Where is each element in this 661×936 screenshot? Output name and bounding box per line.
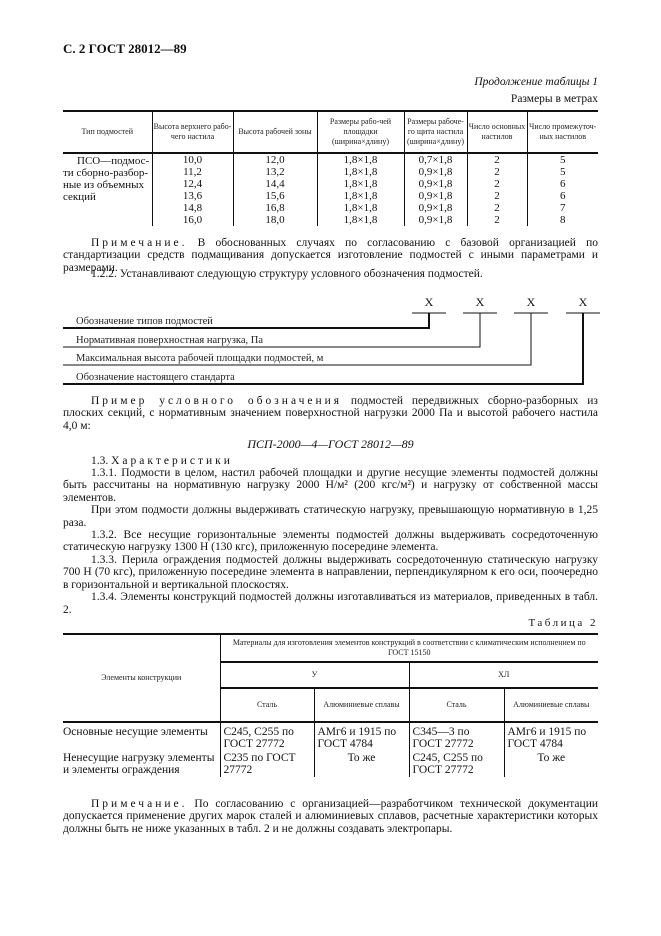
table-cell: 18,0 (233, 214, 317, 226)
table-cell: С245, С255 по ГОСТ 27772 (220, 722, 314, 751)
table-cell: 8 (527, 214, 598, 226)
col-header: Число промежуточ-ных настилов (527, 111, 598, 153)
col-header: Высота верхнего рабо-чего настила (152, 111, 233, 153)
table-row (63, 722, 598, 751)
table-cell: То же (504, 751, 598, 777)
col-header: Размеры рабоче-го щита настила (ширинa×длину) (404, 111, 467, 153)
group-u: У (220, 662, 409, 688)
paragraph-1-3-1: 1.3.1. Подмости в целом, настил рабочей площадки и другие несущие элементы подмостей должны быть рассчитаны на нормативную нагрузку 2000 Н/м² (200 кгс/м²) и нагрузку от собственной массы элементов. (63, 467, 598, 504)
type-cell: ПСО—подмос-ти сборно-разбор-ные из объемных секций (63, 155, 150, 203)
section-title: Характеристики (111, 454, 233, 467)
table-cell: 0,9×1,8 (404, 214, 467, 226)
col-steel: Сталь (409, 688, 504, 722)
example-label: Пример условного обозначения (91, 395, 343, 407)
table-cell: 6 (527, 178, 598, 190)
group-hl: ХЛ (409, 662, 598, 688)
table-cell: 5 (527, 153, 598, 166)
table-cell: 0,9×1,8 (404, 166, 467, 178)
paragraph-1-3-3: 1.3.3. Перила ограждения подмостей должны выдерживать сосредоточенную статическую нагрузку 700 Н (70 кгс), приложенную посередине элемента в направлении, перпендикулярном к его оси, поочередно в горизонтальной и вертикальной плоскостях. (63, 553, 598, 591)
col-alloys: Алюминиевые сплавы (504, 688, 598, 722)
col-alloys: Алюминиевые сплавы (314, 688, 409, 722)
col-header: Высота рабочей зоны (233, 111, 317, 153)
table-cell: 2 (467, 190, 527, 202)
table-cell: 13,2 (233, 166, 317, 178)
table-cell: 12,4 (152, 178, 233, 190)
table-cell: 11,2 (152, 166, 233, 178)
col-elements: Элементы конструкции (63, 634, 220, 722)
note-text: В обоснованных случаях по согласованию с базовой организацией по стандартизации средств подмащивания допускается изготовление подмостей с иными параметрами и размерами. (63, 237, 598, 274)
table1-continuation: Продолжение таблицы 1 (474, 76, 598, 88)
table-cell: АМг6 и 1915 по ГОСТ 4784 (504, 722, 598, 751)
table-2 (63, 633, 598, 777)
mark-x: X (526, 295, 536, 309)
table-cell: С235 по ГОСТ 27772 (220, 751, 314, 777)
table-cell: 2 (467, 153, 527, 166)
table-1 (63, 110, 598, 226)
note-label: Примечание. (91, 237, 188, 249)
table-cell: 1,8×1,8 (317, 214, 404, 226)
paragraph-1-3-1b: При этом подмости должны выдерживать статическую нагрузку, превышающую нормативную в 1,25 раза. (63, 504, 598, 529)
table-cell: 1,8×1,8 (317, 178, 404, 190)
table-cell: Ненесущие нагрузку элементы и элементы ограждения (63, 752, 215, 776)
diagram-label: Нормативная поверхностная нагрузка, Па (76, 335, 264, 346)
note-2 (63, 798, 598, 835)
table-cell: 10,0 (152, 153, 233, 166)
table-cell: 12,0 (233, 153, 317, 166)
col-header: Тип подмостей (63, 111, 152, 153)
diagram-label: Обозначение типов подмостей (76, 316, 213, 327)
table-cell: 0,9×1,8 (404, 178, 467, 190)
table-cell: 16,8 (233, 202, 317, 214)
note-text: По согласованию с организацией—разработчиком технической документации допускается применение других марок сталей и алюминиевых сплавов, расчетные характеристики которых должны быть не ниже указанных в табл. 2 и не должны создавать электропары. (63, 798, 598, 835)
table-row (63, 153, 598, 166)
table-cell: С345—3 по ГОСТ 27772 (409, 722, 504, 751)
col-header: Число основных настилов (467, 111, 527, 153)
designation-structure-diagram (0, 290, 661, 390)
table-cell: 6 (527, 190, 598, 202)
table-cell: 2 (467, 202, 527, 214)
paragraph-1-2-2: 1.2.2. Устанавливают следующую структуру условного обозначения подмостей. (91, 268, 483, 280)
table-cell: 0,9×1,8 (404, 202, 467, 214)
table-cell: 2 (467, 166, 527, 178)
table-cell: 7 (527, 202, 598, 214)
section-number: 1.3. (91, 454, 109, 467)
table-row (63, 751, 598, 777)
example-designation: ПСП-2000—4—ГОСТ 28012—89 (247, 437, 414, 452)
table-cell: 1,8×1,8 (317, 202, 404, 214)
table-cell: 16,0 (152, 214, 233, 226)
col-materials: Материалы для изготовления элементов конструкций в соответствии с климатическим исполнением по ГОСТ 15150 (220, 634, 598, 662)
page-header: С. 2 ГОСТ 28012—89 (63, 41, 187, 56)
table-cell: 0,9×1,8 (404, 190, 467, 202)
table-cell: С245, С255 по ГОСТ 27772 (409, 751, 504, 777)
paragraph-1-3-2: 1.3.2. Все несущие горизонтальные элементы подмостей должны выдерживать сосредоточенную статическую нагрузку 1300 Н (130 кгс), приложенную посередине элемента. (63, 529, 598, 554)
section-1-3-text (63, 395, 598, 616)
table-cell: 0,7×1,8 (404, 153, 467, 166)
table-cell: 2 (467, 178, 527, 190)
mark-x: X (578, 295, 588, 309)
table1-units: Размеры в метрах (510, 93, 598, 105)
paragraph-1-3-4: 1.3.4. Элементы конструкций подмостей должны изготавливаться из материалов, приведенных в табл. 2. (63, 591, 598, 616)
mark-x: X (475, 295, 485, 309)
table2-caption: Таблица 2 (528, 617, 598, 629)
col-steel: Сталь (220, 688, 314, 722)
mark-x: X (424, 295, 434, 309)
table-cell: То же (314, 751, 409, 777)
table-cell: 15,6 (233, 190, 317, 202)
diagram-label: Обозначение настоящего стандарта (76, 372, 235, 383)
col-header: Размеры рабо-чей площадки (ширинa×длину) (317, 111, 404, 153)
table-cell: 13,6 (152, 190, 233, 202)
table-cell: 14,8 (152, 202, 233, 214)
diagram-label: Максимальная высота рабочей площадки подмостей, м (76, 353, 324, 364)
table-cell: 1,8×1,8 (317, 190, 404, 202)
table-cell: 2 (467, 214, 527, 226)
table-cell: 1,8×1,8 (317, 166, 404, 178)
note-label: Примечание. (91, 798, 188, 810)
table-cell: Основные несущие элементы (63, 722, 220, 751)
table-cell: 14,4 (233, 178, 317, 190)
table-cell: 5 (527, 166, 598, 178)
example-text: подмостей передвижных сборно-разборных из плоских секций, с нормативным значением поверхностной нагрузки 2000 Па и высотой рабочего настила 4,0 м: (63, 395, 598, 432)
table-cell: АМг6 и 1915 по ГОСТ 4784 (314, 722, 409, 751)
table-cell: 1,8×1,8 (317, 153, 404, 166)
